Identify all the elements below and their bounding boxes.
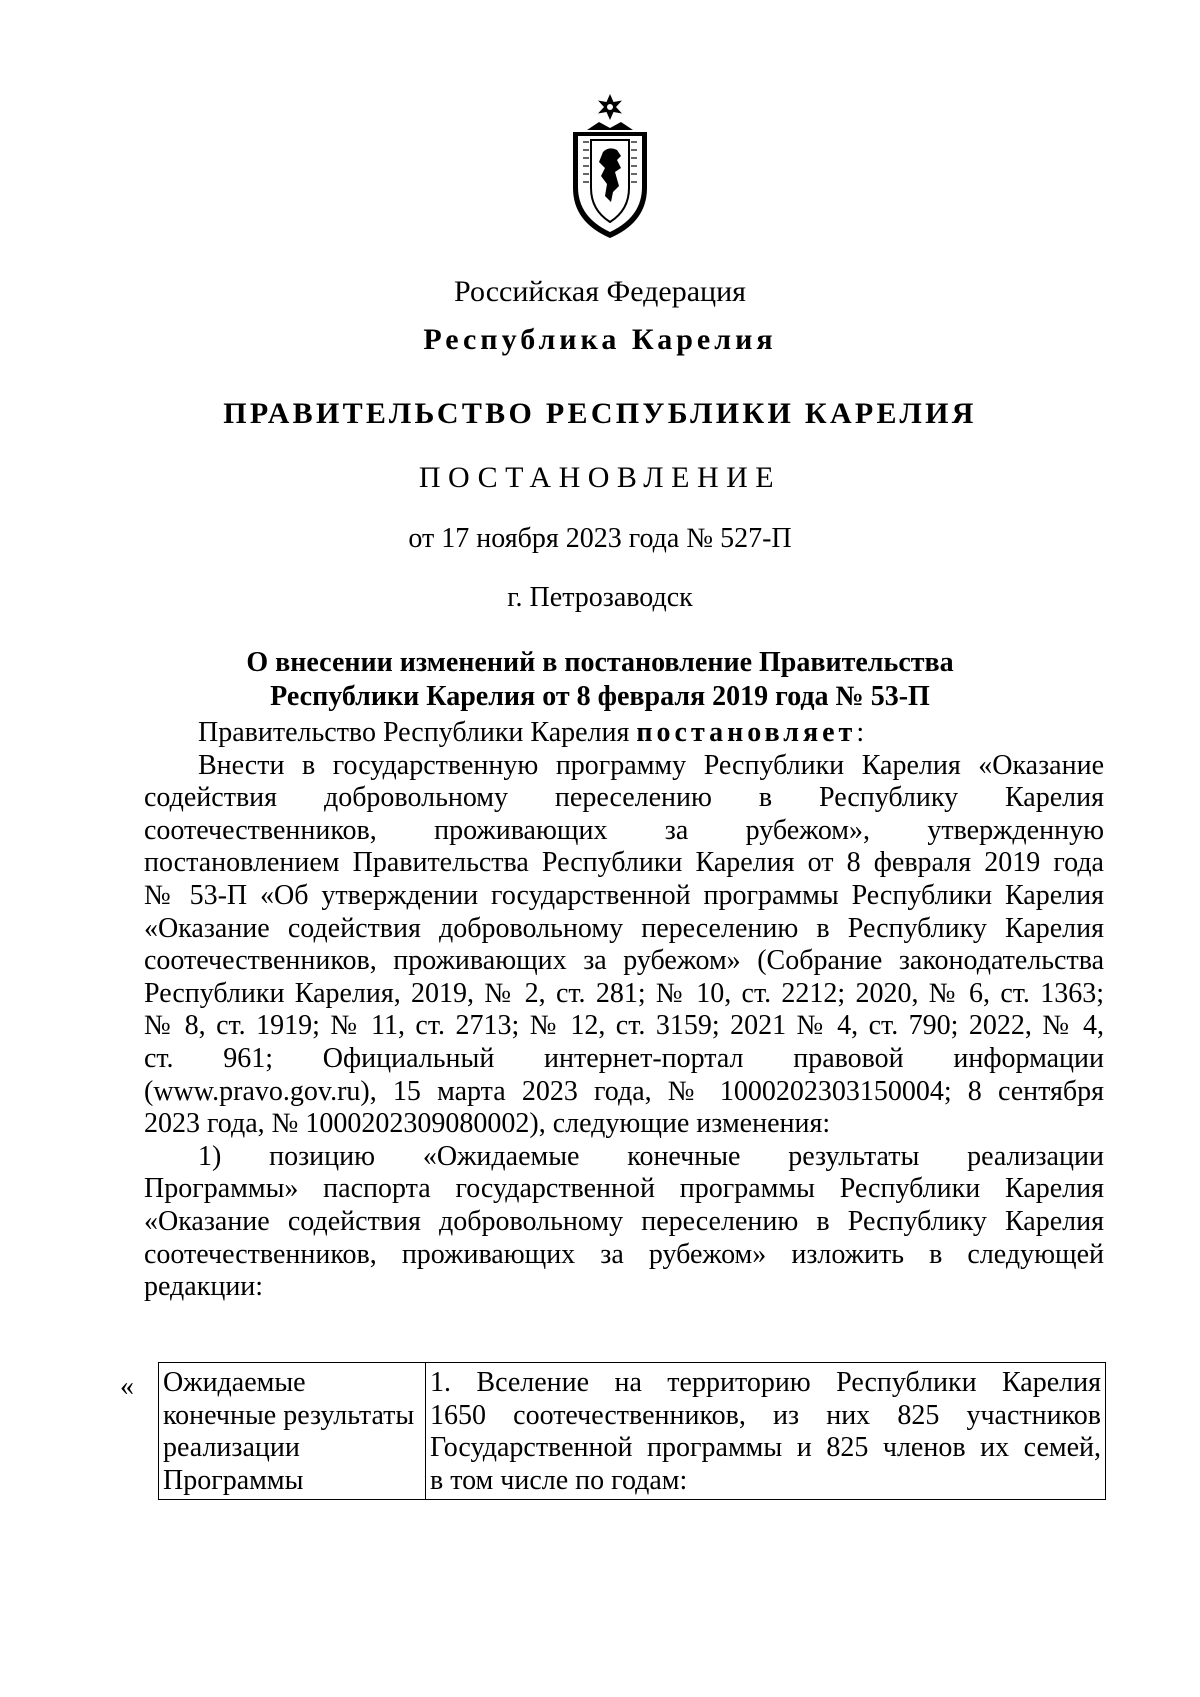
cell-line: Ожидаемые [163, 1367, 306, 1398]
item1-word: конечные [627, 1140, 741, 1172]
title-line: Республики Карелия от 8 февраля 2019 года № 53-П [270, 681, 930, 712]
paragraph-line: соотечественников, проживающих за рубежом», утвержденную [144, 814, 1104, 846]
results-table [158, 1362, 1106, 1500]
item1-word: «Ожидаемые [422, 1140, 580, 1172]
document-city: г. Петрозаводск [507, 582, 693, 613]
item1-first-line [198, 1141, 1104, 1174]
document-date-number: от 17 ноября 2023 года № 527-П [408, 523, 792, 554]
cell-line: реализации [163, 1432, 300, 1464]
intro-suffix: : [856, 717, 865, 748]
paragraph-line: Программы» паспорта государственной программы Республики Карелия [144, 1173, 1104, 1205]
table-cell-label [159, 1363, 426, 1500]
government-name: ПРАВИТЕЛЬСТВО РЕСПУБЛИКИ КАРЕЛИЯ [223, 397, 977, 430]
paragraph-line: ст. 961; Официальный интернет-портал правовой информации [144, 1042, 1104, 1074]
paragraph-line: № 8, ст. 1919; № 11, ст. 2713; № 12, ст. 3159; 2021 № 4, ст. 790; 2022, № 4, [144, 1010, 1104, 1042]
document-title [0, 646, 1200, 714]
paragraph-line: соотечественников, проживающих за рубежом» (Собрание законодательства [144, 945, 1104, 977]
item1-word: 1) [198, 1140, 222, 1172]
intro-verb: постановляет [636, 717, 857, 748]
cell-line: в том числе по годам: [430, 1464, 688, 1496]
cell-line: Программы [163, 1464, 304, 1496]
cell-line: Государственной программы и 825 членов их семей, [430, 1432, 1101, 1464]
cell-line: 1650 соотечественников, из них 825 участников [430, 1399, 1101, 1431]
paragraph-line: постановлением Правительства Республики Карелия от 8 февраля 2019 года [144, 847, 1104, 879]
document-type: ПОСТАНОВЛЕНИЕ [418, 461, 782, 494]
open-quote: « [120, 1371, 134, 1402]
coat-of-arms-emblem [565, 92, 655, 242]
paragraph-line: Внести в государственную программу Республики Карелия «Оказание [198, 749, 1104, 781]
paragraph-main [144, 750, 1104, 1141]
paragraph-line: (www.pravo.gov.ru), 15 марта 2023 года, № 1000202303150004; 8 сентября [144, 1075, 1104, 1107]
item1-word: реализации [967, 1140, 1104, 1172]
paragraph-line: № 53-П «Об утверждении государственной программы Республики Карелия [144, 879, 1104, 911]
republic-name: Республика Карелия [423, 323, 777, 356]
item1-word: результаты [788, 1140, 920, 1172]
title-line: О внесении изменений в постановление Правительства [246, 647, 954, 678]
country-name: Российская Федерация [454, 275, 746, 308]
intro-paragraph [144, 717, 1104, 750]
table-cell-value [426, 1363, 1106, 1500]
paragraph-line: «Оказание содействия добровольному переселению в Республику Карелия [144, 912, 1104, 944]
paragraph-line: 2023 года, № 1000202309080002), следующие изменения: [144, 1108, 831, 1140]
cell-line: 1. Вселение на территорию Республики Карелия [430, 1367, 1101, 1398]
paragraph-line: Республики Карелия, 2019, № 2, ст. 281; № 10, ст. 2212; 2020, № 6, ст. 1363; [144, 977, 1104, 1009]
item1-word: позицию [269, 1140, 376, 1172]
table-row [159, 1363, 1106, 1500]
paragraph-line: редакции: [144, 1271, 264, 1303]
intro-prefix: Правительство Республики Карелия [198, 717, 637, 748]
cell-line: конечные результаты [163, 1399, 415, 1431]
item1-paragraph [144, 1173, 1104, 1303]
paragraph-line: «Оказание содействия добровольному переселению в Республику Карелия [144, 1205, 1104, 1237]
paragraph-line: соотечественников, проживающих за рубежом» изложить в следующей [144, 1238, 1104, 1270]
paragraph-line: содействия добровольному переселению в Республику Карелия [144, 782, 1104, 814]
